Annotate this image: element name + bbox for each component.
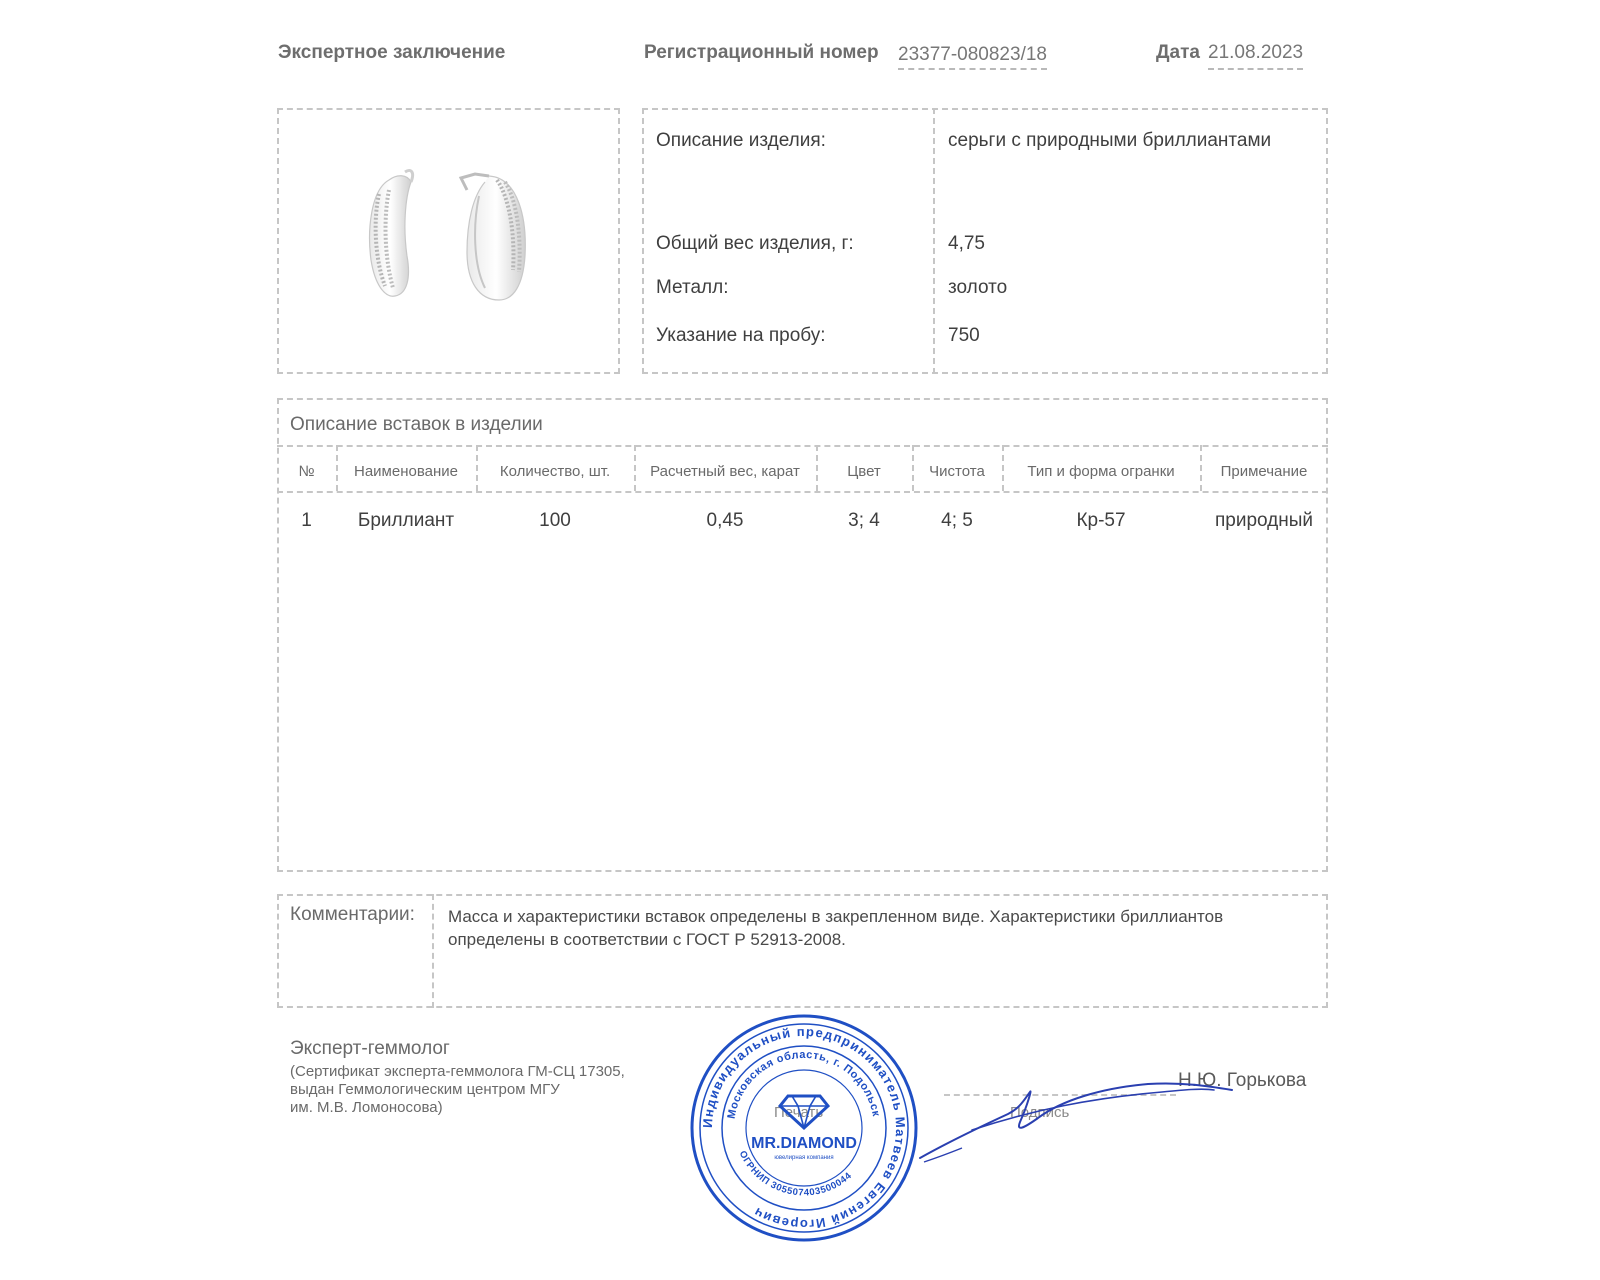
cell-cut: Кр-57 bbox=[1076, 510, 1126, 531]
header-quantity: Количество, шт. bbox=[499, 463, 611, 480]
item-fineness-value: 750 bbox=[948, 325, 980, 346]
cell-note: природный bbox=[1214, 510, 1314, 531]
diamond-logo-icon bbox=[780, 1096, 828, 1128]
inserts-header-top-rule bbox=[277, 445, 1328, 447]
expert-certificate-line: выдан Геммологическим центром МГУ bbox=[290, 1081, 560, 1098]
item-fineness-label: Указание на пробу: bbox=[656, 325, 826, 346]
cell-number: 1 bbox=[301, 510, 312, 531]
comments-label: Комментарии: bbox=[290, 904, 415, 925]
item-description-label: Описание изделия: bbox=[656, 130, 826, 151]
inserts-header-bottom-rule bbox=[277, 491, 1328, 493]
date-value: 21.08.2023 bbox=[1208, 42, 1303, 70]
header-color: Цвет bbox=[847, 463, 881, 480]
company-stamp bbox=[688, 1012, 920, 1249]
handwritten-signature bbox=[912, 1070, 1242, 1185]
registration-number-label: Регистрационный номер bbox=[644, 42, 879, 63]
cell-weight: 0,45 bbox=[706, 510, 744, 531]
earrings-photo-icon bbox=[349, 160, 549, 320]
header-weight: Расчетный вес, карат bbox=[650, 463, 800, 480]
stamp-logo: MR.DIAMOND bbox=[751, 1135, 857, 1152]
item-metal-value: золото bbox=[948, 277, 1008, 298]
header-name: Наименование bbox=[354, 463, 458, 480]
stamp-label: Печать bbox=[774, 1104, 824, 1121]
registration-number-value: 23377-080823/18 bbox=[898, 44, 1047, 70]
expert-name: Н.Ю. Горькова bbox=[1178, 1070, 1307, 1091]
stamp-outer-text: Индивидуальный предприниматель Матвеев Евгений Игоревич bbox=[699, 1023, 909, 1233]
item-metal-label: Металл: bbox=[656, 277, 729, 298]
item-weight-label: Общий вес изделия, г: bbox=[656, 233, 854, 254]
expert-certificate-line: им. М.В. Ломоносова) bbox=[290, 1099, 443, 1116]
document-title: Экспертное заключение bbox=[278, 42, 506, 63]
stamp-ogrnip: ОГРНИП 305507403500044 bbox=[736, 1149, 855, 1199]
cell-name: Бриллиант bbox=[357, 510, 455, 531]
header-note: Примечание bbox=[1220, 463, 1308, 480]
product-photo-frame bbox=[277, 108, 620, 374]
expert-certificate-line: (Сертификат эксперта-геммолога ГМ-СЦ 17305, bbox=[290, 1063, 625, 1080]
cell-color: 3; 4 bbox=[848, 510, 880, 531]
signature-label: Подпись bbox=[1010, 1104, 1070, 1121]
inserts-table-title: Описание вставок в изделии bbox=[290, 414, 543, 435]
cell-clarity: 4; 5 bbox=[941, 510, 973, 531]
date-label: Дата bbox=[1156, 42, 1200, 63]
expert-title: Эксперт-геммолог bbox=[290, 1038, 450, 1059]
expert-certificate bbox=[290, 1063, 670, 1117]
item-weight-value: 4,75 bbox=[948, 233, 985, 254]
item-description-value: серьги с природными бриллиантами bbox=[948, 130, 1272, 151]
header-clarity: Чистота bbox=[929, 463, 985, 480]
comments-divider bbox=[432, 894, 434, 1008]
stamp-inner-text: Московская область, г. Подольск bbox=[725, 1048, 883, 1120]
item-description-divider bbox=[933, 108, 935, 374]
header-number: № bbox=[298, 463, 315, 480]
stamp-logo-sub: ювелирная компания bbox=[774, 1155, 834, 1161]
header-cut: Тип и форма огранки bbox=[1027, 463, 1175, 480]
cell-quantity: 100 bbox=[539, 510, 571, 531]
comments-text: Масса и характеристики вставок определены в закрепленном виде. Характеристики бриллиантов определены в соответствии с ГОСТ Р 52913-2008. bbox=[448, 907, 1224, 949]
